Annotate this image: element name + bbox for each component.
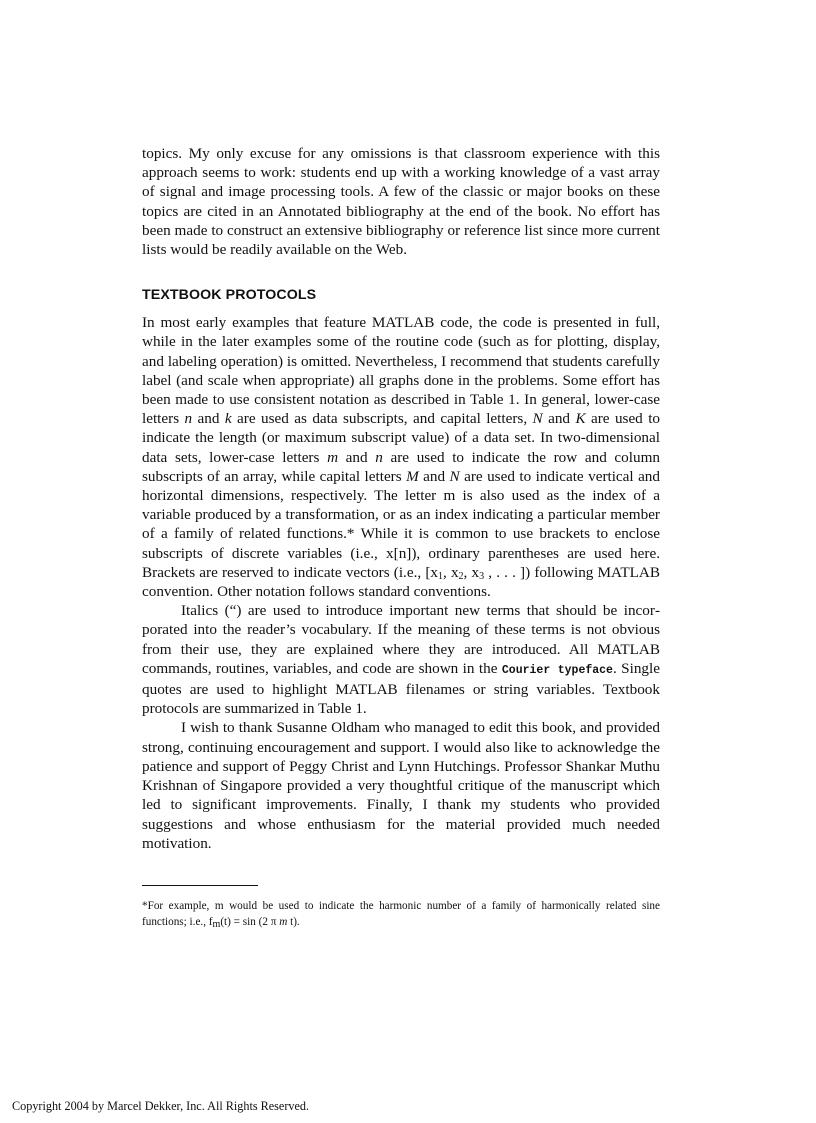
text-run: and	[192, 410, 225, 428]
text-run: , . . . ]) following MATLAB convention. Other notation follows standard conventions.	[142, 563, 660, 601]
italic-variable: M	[406, 467, 419, 485]
subscript: 3	[479, 570, 485, 582]
subscript: 2	[458, 570, 464, 582]
intro-paragraph: topics. My only excuse for any omissions is that classroom experience with this approach seems to work: students end up with a working knowledge of a vast array of signal and image processing tools. A few of the classic or major books on these topics are cited in an Annotated bibliography at the end of the book. No effort has been made to construct an extensive bibliography or reference list since more current lists would be readily available on the Web.	[142, 145, 660, 259]
italic-variable: m	[279, 916, 288, 929]
text-run: are used to indicate vertical and horizontal dimensions, respectively. The letter m is also used as the index of a variable produced by a transformation, or as an index indicating a particular member of a family of related functions.* While it is common to use brackets to enclose subscripts of discrete variables (i.e., x[n]), ordinary parentheses are used here. Brackets are reserved to indicate vectors (i.e., [x	[142, 467, 660, 581]
italic-variable: K	[575, 410, 586, 428]
text-run: , x	[463, 563, 480, 581]
text-run: t).	[287, 916, 300, 929]
text-run: , x	[443, 563, 459, 581]
page-body	[142, 144, 660, 931]
text-run: are used to indicate the row and column subscripts of an array, while capital letters	[142, 448, 660, 485]
text-run: and	[542, 410, 576, 428]
italic-variable: N	[449, 467, 460, 485]
text-run: and	[338, 448, 376, 466]
text-run: and	[418, 467, 450, 485]
text-run: . Single quotes are used to highlight MATLAB filenames or string variables. Textbook protocols are summarized in Table 1.	[142, 659, 660, 718]
italic-variable: n	[184, 410, 193, 428]
acknowledgments-paragraph: I wish to thank Susanne Oldham who managed to edit this book, and provided strong, continuing encouragement and support. I would also like to acknowledge the patience and support of Peggy Christ and Lynn Hutchings. Professor Shankar Muthu Krishnan of Singapore provided a very thoughtful critique of the manuscript which led to significant improvements. Finally, I thank my students who provided suggestions and whose enthusiasm for the material provided much needed motivation.	[142, 719, 660, 852]
text-run: are used to indicate the length (or maximum subscript value) of a data set. In two-dimensional data sets, lower-case letters	[142, 410, 661, 466]
footnote-rule	[142, 885, 258, 886]
footnote	[142, 898, 660, 931]
subscript: m	[212, 919, 221, 931]
text-run: (t) = sin (2	[220, 916, 271, 929]
text-run: In most early examples that feature MATLAB code, the code is presented in full, while in the later examples some of the routine code (such as for plotting, display, and labeling operation) is omitted. Nevertheless, I recommend that students carefully label (and scale when appropriate) all graphs done in the problems. Some effort has been made to use consistent notation as described in Table 1. In general, lower-case letters	[142, 314, 660, 428]
text-run: *For example, m would be used to indicate the harmonic number of a family of harmonically related sine functions; i.e., f	[142, 899, 660, 929]
protocols-paragraph-2	[142, 601, 660, 718]
italic-variable: N	[532, 410, 543, 428]
subscript: 1	[438, 570, 443, 582]
italic-variable: m	[327, 448, 339, 466]
text-run: Italics (“) are used to introduce important new terms that should be incorporated into the reader’s vocabulary. If the meaning of these terms is not obvious from their use, they are explained where they are introduced. All MATLAB commands, routines, variables, and code are shown in the	[142, 602, 660, 677]
section-heading: TEXTBOOK PROTOCOLS	[142, 287, 317, 304]
pi-symbol: π	[270, 916, 277, 929]
copyright-notice: Copyright 2004 by Marcel Dekker, Inc. All Rights Reserved.	[12, 1099, 310, 1113]
courier-sample: Courier typeface	[501, 663, 613, 677]
italic-variable: k	[224, 410, 232, 428]
protocols-paragraph-1	[142, 313, 660, 601]
text-run: are used as data subscripts, and capital letters,	[231, 410, 533, 428]
italic-variable: n	[375, 448, 383, 466]
